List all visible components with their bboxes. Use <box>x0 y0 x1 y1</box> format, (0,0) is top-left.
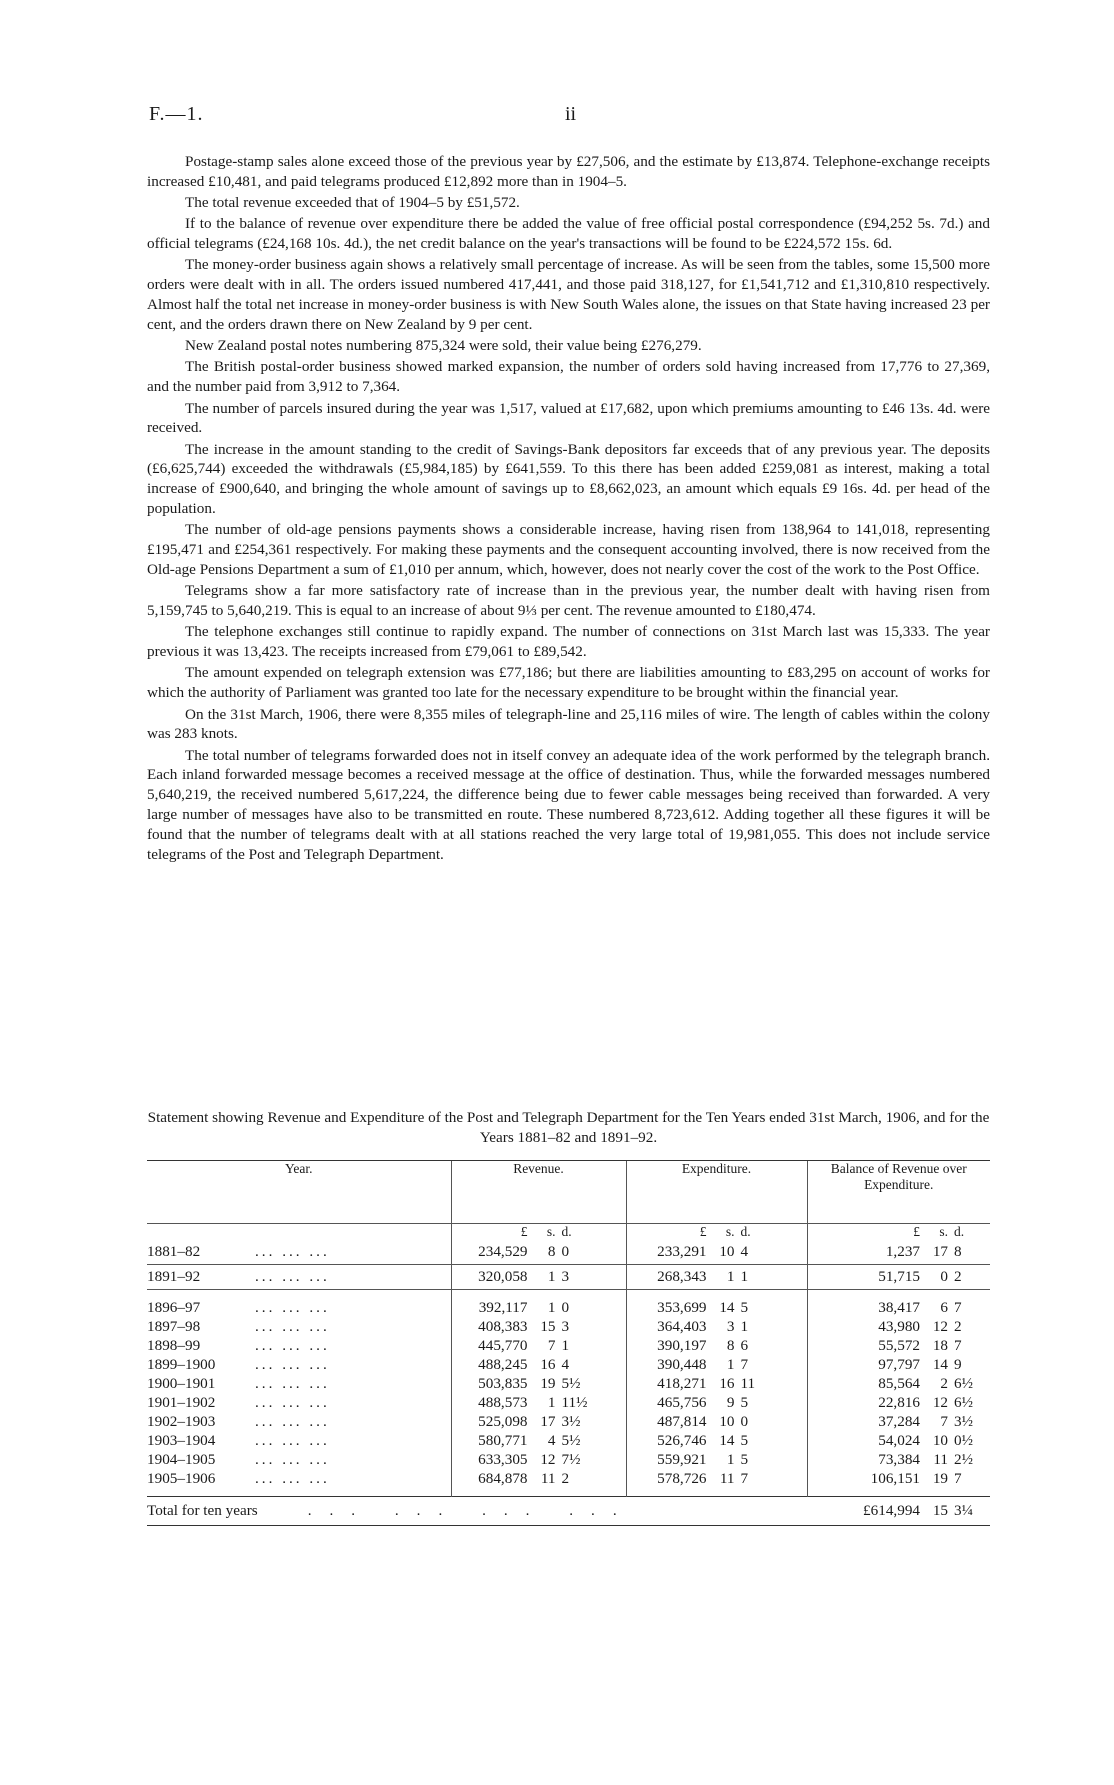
money-amount <box>452 1240 584 1264</box>
dot-leader: ... ... ... <box>255 1432 330 1449</box>
balance-cell <box>807 1317 990 1336</box>
dot-leader: ... ... ... <box>255 1318 330 1335</box>
pounds: 488,573 <box>478 1394 528 1411</box>
money-amount <box>627 1450 763 1469</box>
pounds: 38,417 <box>878 1299 920 1316</box>
unit-l: £ <box>913 1224 920 1239</box>
paragraph: The money-order business again shows a relatively small percentage of increase. As will be seen from the tables, some 15,500 more orders were dealt with in all. The orders issued numbered 417,441, and those paid 318,127, for £1,541,712 and £1,310,810 respectively. Almost half the total net increase in money-order business is with New South Wales alone, the issues on that State having increased 23 per cent, and the orders drawn there on New Zealand by 9 per cent. <box>147 256 990 333</box>
shillings: 16 <box>719 1375 735 1392</box>
money-amount <box>627 1393 763 1412</box>
year-cell <box>147 1374 451 1393</box>
dot-leader: ... ... ... <box>255 1375 330 1392</box>
body-text <box>147 152 990 864</box>
year-label <box>147 1240 451 1264</box>
pounds: 390,448 <box>657 1356 707 1373</box>
balance-cell <box>807 1336 990 1355</box>
table-row <box>147 1412 990 1431</box>
year-label <box>147 1450 451 1469</box>
revenue-cell <box>451 1355 626 1374</box>
unit-l: £ <box>699 1224 707 1239</box>
balance-cell <box>807 1393 990 1412</box>
paragraph: New Zealand postal notes numbering 875,324 were sold, their value being £276,279. <box>185 337 702 355</box>
shillings: 15 <box>932 1502 948 1519</box>
pounds: 487,814 <box>657 1413 707 1430</box>
dot-leader: ... ... ... ... <box>307 1502 635 1519</box>
dot-leader: ... ... ... <box>255 1413 330 1430</box>
pence: 7 <box>954 1337 962 1354</box>
pounds: 526,746 <box>657 1432 707 1449</box>
money-amount <box>452 1412 584 1431</box>
expenditure-cell <box>626 1336 807 1355</box>
money-amount <box>808 1393 977 1412</box>
money-amount <box>452 1355 584 1374</box>
pounds: 559,921 <box>657 1451 707 1468</box>
year-cell <box>147 1412 451 1431</box>
pence: 3 <box>561 1268 570 1285</box>
revenue-cell <box>451 1374 626 1393</box>
shillings: 11 <box>540 1470 556 1487</box>
money-amount <box>452 1374 584 1393</box>
pence: 7 <box>954 1299 962 1316</box>
money-amount <box>808 1374 977 1393</box>
pence: 1 <box>740 1318 749 1335</box>
table-row <box>147 1240 990 1264</box>
row-gap <box>147 1290 990 1299</box>
table-row <box>147 1265 990 1290</box>
money-amount <box>627 1412 763 1431</box>
pence: 5 <box>740 1394 749 1411</box>
pounds: 525,098 <box>478 1413 528 1430</box>
balance-cell <box>807 1265 990 1290</box>
revenue-cell <box>451 1412 626 1431</box>
pence: 11½ <box>561 1394 588 1411</box>
paragraph: Postage-stamp sales alone exceed those of the previous year by £27,506, and the estimate by £13,874. Telephone-exchange receipts increased £10,481, and paid telegrams produced £12,892 more than in 1904–5. <box>147 153 990 190</box>
money-amount <box>627 1317 763 1336</box>
year-cell <box>147 1393 451 1412</box>
pounds: 73,384 <box>878 1451 920 1468</box>
pence: 1 <box>740 1268 749 1285</box>
unit-s: s. <box>725 1224 735 1239</box>
pounds: 633,305 <box>478 1451 528 1468</box>
year-cell <box>147 1431 451 1450</box>
paragraph: The number of old-age pensions payments shows a considerable increase, having risen from 138,964 to 141,018, representing £195,471 and £254,361 respectively. For making these payments and the consequent accounting involved, there is now received from the Old-age Pensions Department a sum of £1,010 per annum, which, however, does not nearly cover the cost of the work to the Post Office. <box>147 521 990 578</box>
pounds: 268,343 <box>657 1268 707 1285</box>
units-cell <box>626 1224 807 1241</box>
year-label <box>147 1374 451 1393</box>
expenditure-cell <box>626 1393 807 1412</box>
money-amount <box>452 1265 584 1289</box>
expenditure-cell <box>626 1374 807 1393</box>
revenue-expenditure-table <box>147 1160 990 1526</box>
pence: 4 <box>561 1356 570 1373</box>
unit-l: £ <box>520 1224 528 1239</box>
year-cell <box>147 1240 451 1264</box>
money-amount <box>452 1298 584 1317</box>
pence: 0½ <box>954 1432 973 1449</box>
money-amount <box>808 1355 977 1374</box>
shillings: 12 <box>540 1451 556 1468</box>
total-row <box>147 1497 990 1526</box>
paragraph: The number of parcels insured during the year was 1,517, valued at £17,682, upon which premiums amounting to £46 13s. 4d. were received. <box>147 399 990 437</box>
pence: 2 <box>561 1470 570 1487</box>
year-value: 1898–99 <box>147 1337 201 1354</box>
pounds: 106,151 <box>870 1470 920 1487</box>
year-label <box>147 1298 451 1317</box>
shillings: 2 <box>940 1375 948 1392</box>
pounds: 43,980 <box>878 1318 920 1335</box>
year-cell <box>147 1265 451 1290</box>
revenue-cell <box>451 1298 626 1317</box>
total-value-cell <box>807 1497 990 1526</box>
money-amount <box>807 1497 976 1525</box>
year-value: 1902–1903 <box>147 1413 216 1430</box>
table-caption: Statement showing Revenue and Expenditure of the Post and Telegraph Department for the Ten Years ended 31st March, 1906, and for the Years 1881–82 and 1891–92. <box>147 1109 990 1146</box>
year-value: 1891–92 <box>147 1268 201 1285</box>
money-amount <box>808 1336 977 1355</box>
shillings: 18 <box>932 1337 948 1354</box>
units-cell <box>807 1224 990 1241</box>
pence: 5 <box>740 1432 749 1449</box>
pounds: 55,572 <box>878 1337 920 1354</box>
pence: 9 <box>954 1356 962 1373</box>
unit-d: d. <box>740 1224 751 1239</box>
units <box>808 1224 977 1240</box>
year-cell <box>147 1336 451 1355</box>
money-amount <box>452 1317 584 1336</box>
money-amount <box>627 1336 763 1355</box>
units <box>452 1224 584 1240</box>
expenditure-cell <box>626 1355 807 1374</box>
pounds: 578,726 <box>657 1470 707 1487</box>
column-header-expenditure: Expenditure. <box>626 1161 807 1224</box>
shillings: 1 <box>726 1268 735 1285</box>
shillings: 9 <box>726 1394 735 1411</box>
money-amount <box>627 1431 763 1450</box>
shillings: 1 <box>726 1356 735 1373</box>
pence: 3 <box>561 1318 570 1335</box>
balance-cell <box>807 1431 990 1450</box>
pence: 5 <box>740 1299 749 1316</box>
pounds: 234,529 <box>478 1243 528 1260</box>
shillings: 14 <box>932 1356 948 1373</box>
pounds: 22,816 <box>878 1394 920 1411</box>
pence: 4 <box>740 1243 749 1260</box>
dot-leader: ... ... ... <box>255 1268 330 1285</box>
money-amount <box>627 1355 763 1374</box>
pence: 6½ <box>954 1394 973 1411</box>
dot-leader: ... ... ... <box>255 1451 330 1468</box>
shillings: 6 <box>940 1299 948 1316</box>
expenditure-cell <box>626 1431 807 1450</box>
money-amount <box>808 1265 977 1289</box>
money-amount <box>627 1469 763 1488</box>
pounds: 580,771 <box>478 1432 528 1449</box>
page-number: ii <box>565 103 577 125</box>
expenditure-cell <box>626 1240 807 1264</box>
pounds: 392,117 <box>478 1299 528 1316</box>
column-header-revenue: Revenue. <box>451 1161 626 1224</box>
unit-d: d. <box>954 1224 965 1239</box>
shillings: 1 <box>547 1299 556 1316</box>
expenditure-cell <box>626 1412 807 1431</box>
year-value: 1881–82 <box>147 1243 201 1260</box>
money-amount <box>452 1393 588 1412</box>
pence: 11 <box>740 1375 756 1392</box>
money-amount <box>808 1469 977 1488</box>
shillings: 19 <box>540 1375 556 1392</box>
shillings: 0 <box>940 1268 948 1285</box>
paragraph: The British postal-order business showed marked expansion, the number of orders sold having increased from 17,776 to 27,369, and the number paid from 3,912 to 7,364. <box>147 358 990 396</box>
pounds: 51,715 <box>878 1268 920 1285</box>
money-amount <box>808 1298 977 1317</box>
shillings: 16 <box>540 1356 556 1373</box>
pounds: 37,284 <box>878 1413 920 1430</box>
shillings: 11 <box>719 1470 735 1487</box>
pence: 7 <box>740 1470 749 1487</box>
pounds: 418,271 <box>657 1375 707 1392</box>
table-row <box>147 1355 990 1374</box>
pounds: 1,237 <box>885 1243 920 1260</box>
money-amount <box>452 1336 584 1355</box>
pounds: 97,797 <box>878 1356 920 1373</box>
shillings: 14 <box>719 1432 735 1449</box>
balance-cell <box>807 1450 990 1469</box>
shillings: 17 <box>932 1243 948 1260</box>
shillings: 1 <box>547 1268 556 1285</box>
shillings: 15 <box>540 1318 556 1335</box>
total-label <box>147 1497 807 1526</box>
pence: 1 <box>561 1337 570 1354</box>
year-label <box>147 1336 451 1355</box>
shillings: 12 <box>932 1394 948 1411</box>
balance-cell <box>807 1374 990 1393</box>
dot-leader: ... ... ... <box>255 1394 330 1411</box>
pence: 2 <box>954 1318 962 1335</box>
pence: 5 <box>740 1451 749 1468</box>
shillings: 1 <box>547 1394 556 1411</box>
year-cell <box>147 1469 451 1488</box>
paragraph: Telegrams show a far more satisfactory rate of increase than in the previous year, the number dealt with having risen from 5,159,745 to 5,640,219. This is equal to an increase of about 9⅓ per cent. The revenue amounted to £180,474. <box>147 582 990 620</box>
year-cell <box>147 1450 451 1469</box>
year-label <box>147 1469 451 1488</box>
revenue-cell <box>451 1265 626 1290</box>
pounds: 390,197 <box>657 1337 707 1354</box>
money-amount <box>452 1469 584 1488</box>
shillings: 19 <box>932 1470 948 1487</box>
pence: 0 <box>740 1413 749 1430</box>
year-value: 1900–1901 <box>147 1375 216 1392</box>
year-value: 1904–1905 <box>147 1451 216 1468</box>
year-value: 1903–1904 <box>147 1432 216 1449</box>
units-spacer <box>147 1224 451 1241</box>
shillings: 10 <box>719 1413 735 1430</box>
money-amount <box>452 1431 584 1450</box>
paragraph: The amount expended on telegraph extension was £77,186; but there are liabilities amounting to £83,295 on account of works for which the authority of Parliament was granted too late for the necessary expenditure to be brought within the financial year. <box>147 664 990 702</box>
paragraph: The telephone exchanges still continue to rapidly expand. The number of connections on 31st March last was 15,333. The year previous it was 13,423. The receipts increased from £79,061 to £89,542. <box>147 623 990 661</box>
pounds: 54,024 <box>878 1432 920 1449</box>
money-amount <box>808 1317 977 1336</box>
money-amount <box>452 1450 584 1469</box>
unit-s: s. <box>939 1224 948 1239</box>
revenue-cell <box>451 1469 626 1488</box>
shillings: 12 <box>932 1318 948 1335</box>
year-label <box>147 1431 451 1450</box>
pence: 5½ <box>561 1375 581 1392</box>
column-header-balance: Balance of Revenue over Expenditure. <box>807 1161 990 1224</box>
dot-leader: ... ... ... <box>255 1299 330 1316</box>
pounds: 353,699 <box>657 1299 707 1316</box>
paragraph: If to the balance of revenue over expenditure there be added the value of free official postal correspondence (£94,252 5s. 7d.) and official telegrams (£24,168 10s. 4d.), the net credit balance on the year's transactions will be found to be £224,572 15s. 6d. <box>147 215 990 253</box>
pounds: 488,245 <box>478 1356 528 1373</box>
table-row <box>147 1298 990 1317</box>
year-label <box>147 1265 451 1289</box>
pence: 7 <box>740 1356 749 1373</box>
paragraph: The total revenue exceeded that of 1904–5 by £51,572. <box>185 194 520 212</box>
table-row <box>147 1393 990 1412</box>
balance-cell <box>807 1412 990 1431</box>
shillings: 8 <box>726 1337 735 1354</box>
revenue-cell <box>451 1336 626 1355</box>
money-amount <box>808 1240 977 1264</box>
pence: 5½ <box>561 1432 581 1449</box>
pence: 3½ <box>954 1413 973 1430</box>
shillings: 8 <box>547 1243 556 1260</box>
shillings: 4 <box>547 1432 556 1449</box>
paragraph: The total number of telegrams forwarded does not in itself convey an adequate idea of the work performed by the telegraph branch. Each inland forwarded message becomes a received message at the office of destination. Thus, while the forwarded messages numbered 5,640,219, the received numbered 5,617,224, the difference being due to fewer cable messages being received than forwarded. A very large number of messages have also to be transmitted en route. These numbered 8,723,612. Adding together all these figures it will be found that the number of telegrams dealt with at all stations reached the very large total of 19,981,055. This does not include service telegrams of the Post and Telegraph Department. <box>147 746 990 863</box>
paragraph: On the 31st March, 1906, there were 8,355 miles of telegraph-line and 25,116 miles of wire. The length of cables within the colony was 283 knots. <box>147 705 990 743</box>
pence: 0 <box>561 1299 570 1316</box>
dot-leader: ... ... ... <box>255 1337 330 1354</box>
table-row <box>147 1374 990 1393</box>
pence: 2½ <box>954 1451 973 1468</box>
year-value: 1905–1906 <box>147 1470 216 1487</box>
dot-leader: ... ... ... <box>255 1243 330 1260</box>
dot-leader: ... ... ... <box>255 1470 330 1487</box>
year-cell <box>147 1298 451 1317</box>
shillings: 11 <box>933 1451 948 1468</box>
year-value: 1899–1900 <box>147 1356 216 1373</box>
revenue-cell <box>451 1317 626 1336</box>
units <box>627 1224 763 1240</box>
year-value: 1896–97 <box>147 1299 201 1316</box>
money-amount <box>627 1265 763 1289</box>
shillings: 1 <box>726 1451 735 1468</box>
balance-cell <box>807 1240 990 1264</box>
money-amount <box>627 1298 763 1317</box>
units-row <box>147 1224 990 1241</box>
money-amount <box>627 1374 763 1393</box>
balance-cell <box>807 1355 990 1374</box>
pence: 7½ <box>561 1451 581 1468</box>
pounds: 503,835 <box>478 1375 528 1392</box>
total-label-text: Total for ten years <box>147 1502 258 1519</box>
pounds: 85,564 <box>878 1375 920 1392</box>
table-row <box>147 1431 990 1450</box>
pence: 6 <box>740 1337 749 1354</box>
balance-cell <box>807 1298 990 1317</box>
shillings: 17 <box>540 1413 556 1430</box>
pence: 0 <box>561 1243 570 1260</box>
pence: 6½ <box>954 1375 973 1392</box>
shillings: 3 <box>726 1318 735 1335</box>
expenditure-cell <box>626 1298 807 1317</box>
money-amount <box>627 1240 763 1264</box>
money-amount <box>808 1450 977 1469</box>
table-row <box>147 1450 990 1469</box>
pence: 7 <box>954 1470 962 1487</box>
expenditure-cell <box>626 1265 807 1290</box>
table-row <box>147 1469 990 1488</box>
year-label <box>147 1412 451 1431</box>
revenue-cell <box>451 1240 626 1264</box>
year-label <box>147 1355 451 1374</box>
shillings: 10 <box>719 1243 735 1260</box>
expenditure-cell <box>626 1450 807 1469</box>
year-value: 1897–98 <box>147 1318 201 1335</box>
revenue-cell <box>451 1393 626 1412</box>
units-cell <box>451 1224 626 1241</box>
pounds: 465,756 <box>657 1394 707 1411</box>
pounds: £614,994 <box>863 1502 920 1519</box>
revenue-cell <box>451 1431 626 1450</box>
year-cell <box>147 1317 451 1336</box>
money-amount <box>808 1431 977 1450</box>
pounds: 684,878 <box>478 1470 528 1487</box>
document-reference: F.—1. <box>149 103 204 125</box>
paragraph: The increase in the amount standing to the credit of Savings-Bank depositors far exceeds that of any previous year. The deposits (£6,625,744) exceeded the withdrawals (£5,984,185) by £641,559. To this there has been added £259,081 as interest, making a total increase of £900,640, and bringing the whole amount of savings up to £8,662,023, an amount which equals £9 16s. 4d. per head of the population. <box>147 440 990 518</box>
pence: 3¼ <box>954 1502 973 1519</box>
year-label <box>147 1393 451 1412</box>
expenditure-cell <box>626 1469 807 1488</box>
pence: 3½ <box>561 1413 581 1430</box>
year-label <box>147 1317 451 1336</box>
shillings: 7 <box>547 1337 556 1354</box>
pence: 2 <box>954 1268 962 1285</box>
column-header-year: Year. <box>147 1161 451 1224</box>
unit-d: d. <box>561 1224 572 1239</box>
pounds: 408,383 <box>478 1318 528 1335</box>
row-gap <box>147 1488 990 1497</box>
pence: 8 <box>954 1243 962 1260</box>
year-cell <box>147 1355 451 1374</box>
money-amount <box>808 1412 977 1431</box>
dot-leader: ... ... ... <box>255 1356 330 1373</box>
shillings: 10 <box>932 1432 948 1449</box>
pounds: 233,291 <box>657 1243 707 1260</box>
expenditure-cell <box>626 1317 807 1336</box>
pounds: 320,058 <box>478 1268 528 1285</box>
pounds: 364,403 <box>657 1318 707 1335</box>
balance-cell <box>807 1469 990 1488</box>
revenue-cell <box>451 1450 626 1469</box>
pounds: 445,770 <box>478 1337 528 1354</box>
unit-s: s. <box>546 1224 556 1239</box>
year-value: 1901–1902 <box>147 1394 216 1411</box>
shillings: 7 <box>940 1413 948 1430</box>
shillings: 14 <box>719 1299 735 1316</box>
table-row <box>147 1336 990 1355</box>
table-row <box>147 1317 990 1336</box>
